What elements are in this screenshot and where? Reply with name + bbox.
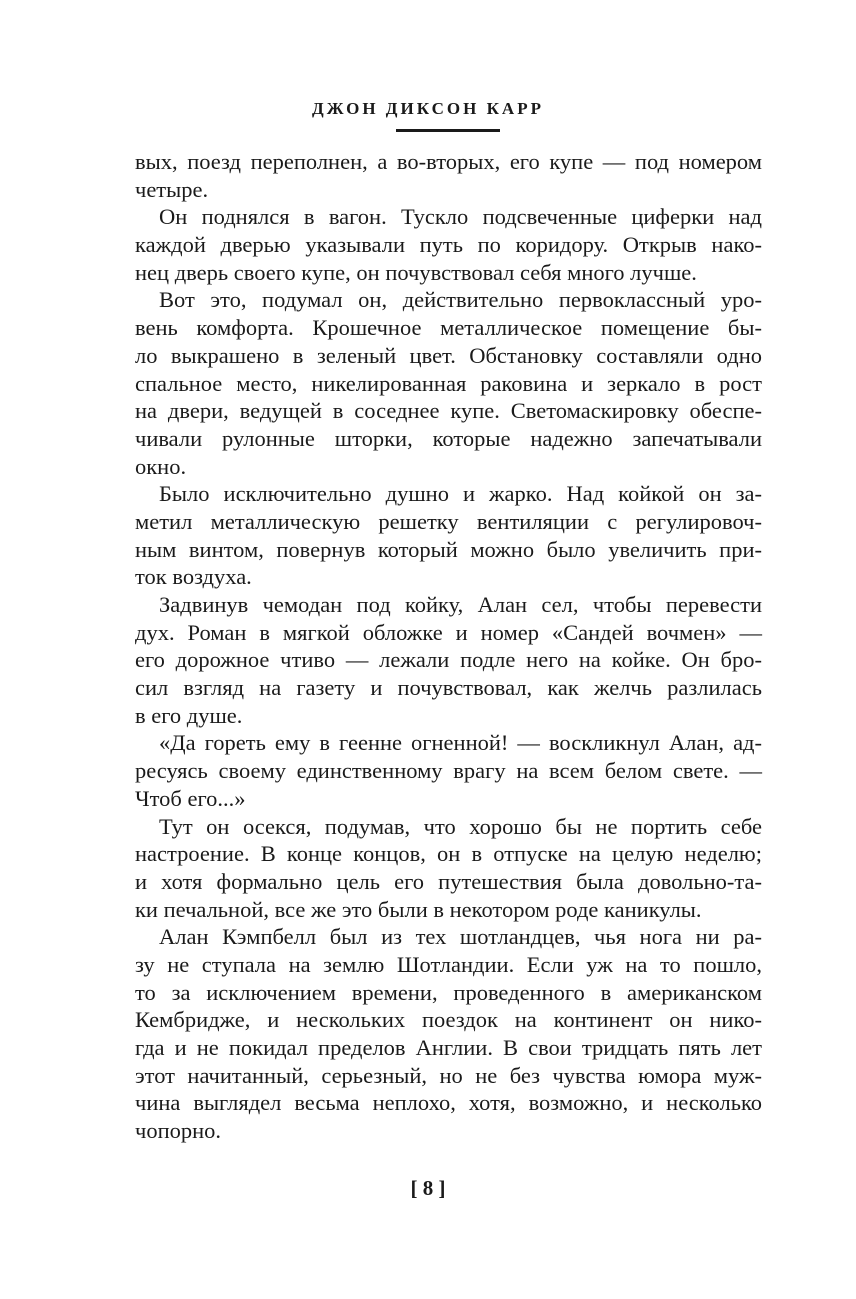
text-line: этот начитанный, серьезный, но не без чувства юмора муж- [135,1062,762,1088]
page-number: [ 8 ] [410,1176,446,1200]
text-line: вень комфорта. Крошечное металлическое помещение бы- [135,315,762,341]
text-line: ло выкрашено в зеленый цвет. Обстановку составляли одно [135,342,762,368]
paragraph [135,480,762,591]
text-line: спальное место, никелированная раковина и зеркало в рост [135,370,762,396]
text-line: «Да гореть ему в геенне огненной! — воскликнул Алан, ад- [159,730,762,756]
text-line: Было исключительно душно и жарко. Над койкой он за- [159,481,762,507]
paragraph [135,286,762,480]
text-line: четыре. [135,176,209,202]
text-line: чопорно. [135,1118,222,1144]
text-line: ресуясь своему единственному врагу на всем белом свете. — [135,758,762,784]
text-line: и хотя формально цель его путешествия была довольно-та- [135,868,762,894]
paragraph [135,729,762,812]
running-head-rule [396,129,500,132]
paragraph [135,203,762,286]
text-line: гда и не покидал пределов Англии. В свои тридцать пять лет [135,1035,762,1060]
text-line: Тут он осекся, подумав, что хорошо бы не портить себе [159,813,762,839]
text-line: дух. Роман в мягкой обложке и номер «Сандей вочмен» — [135,619,762,645]
text-line: на двери, ведущей в соседнее купе. Светомаскировку обеспе- [135,398,762,424]
text-line: ным винтом, повернув который можно было увеличить при- [135,536,762,562]
text-line: настроение. В конце концов, он в отпуске на целую неделю; [135,841,762,867]
running-head-title: ДЖОН ДИКСОН КАРР [312,99,544,118]
text-line: в его душе. [135,702,243,728]
text-line: ток воздуха. [135,564,252,590]
text-line: зу не ступала на землю Шотландии. Если уж на то пошло, [135,951,762,977]
paragraph [135,813,762,924]
paragraph [135,923,762,1145]
text-line: окно. [135,453,187,479]
text-line: Он поднялся в вагон. Тускло подсвеченные циферки над [159,204,762,230]
text-line: сил взгляд на газету и почувствовал, как желчь разлилась [135,675,762,701]
text-line: его дорожное чтиво — лежали подле него на койке. Он бро- [135,647,762,673]
text-line: чина выглядел весьма неплохо, хотя, возможно, и несколько [135,1090,762,1116]
text-line: вых, поезд переполнен, а во-вторых, его купе — под номером [135,149,762,174]
paragraph [135,591,762,729]
text-line: метил металлическую решетку вентиляции с регулировоч- [135,508,762,534]
text-line: чивали рулонные шторки, которые надежно запечатывали [135,425,762,451]
text-line: Кембридже, и нескольких поездок на континент он нико- [135,1007,762,1033]
text-line: Алан Кэмпбелл был из тех шотландцев, чья нога ни ра- [159,924,762,950]
text-line: Вот это, подумал он, действительно первоклассный уро- [159,287,762,313]
text-line: ки печальной, все же это были в некотором роде каникулы. [135,896,702,922]
text-line: Чтоб его...» [135,785,246,811]
text-line: то за исключением времени, проведенного в американском [135,979,762,1005]
paragraph [135,148,762,203]
text-line: каждой дверью указывали путь по коридору. Открыв нако- [135,232,762,258]
text-line: Задвинув чемодан под койку, Алан сел, чтобы перевести [159,592,762,617]
body-text [135,148,762,1145]
text-line: нец дверь своего купе, он почувствовал себя много лучше. [135,259,697,285]
